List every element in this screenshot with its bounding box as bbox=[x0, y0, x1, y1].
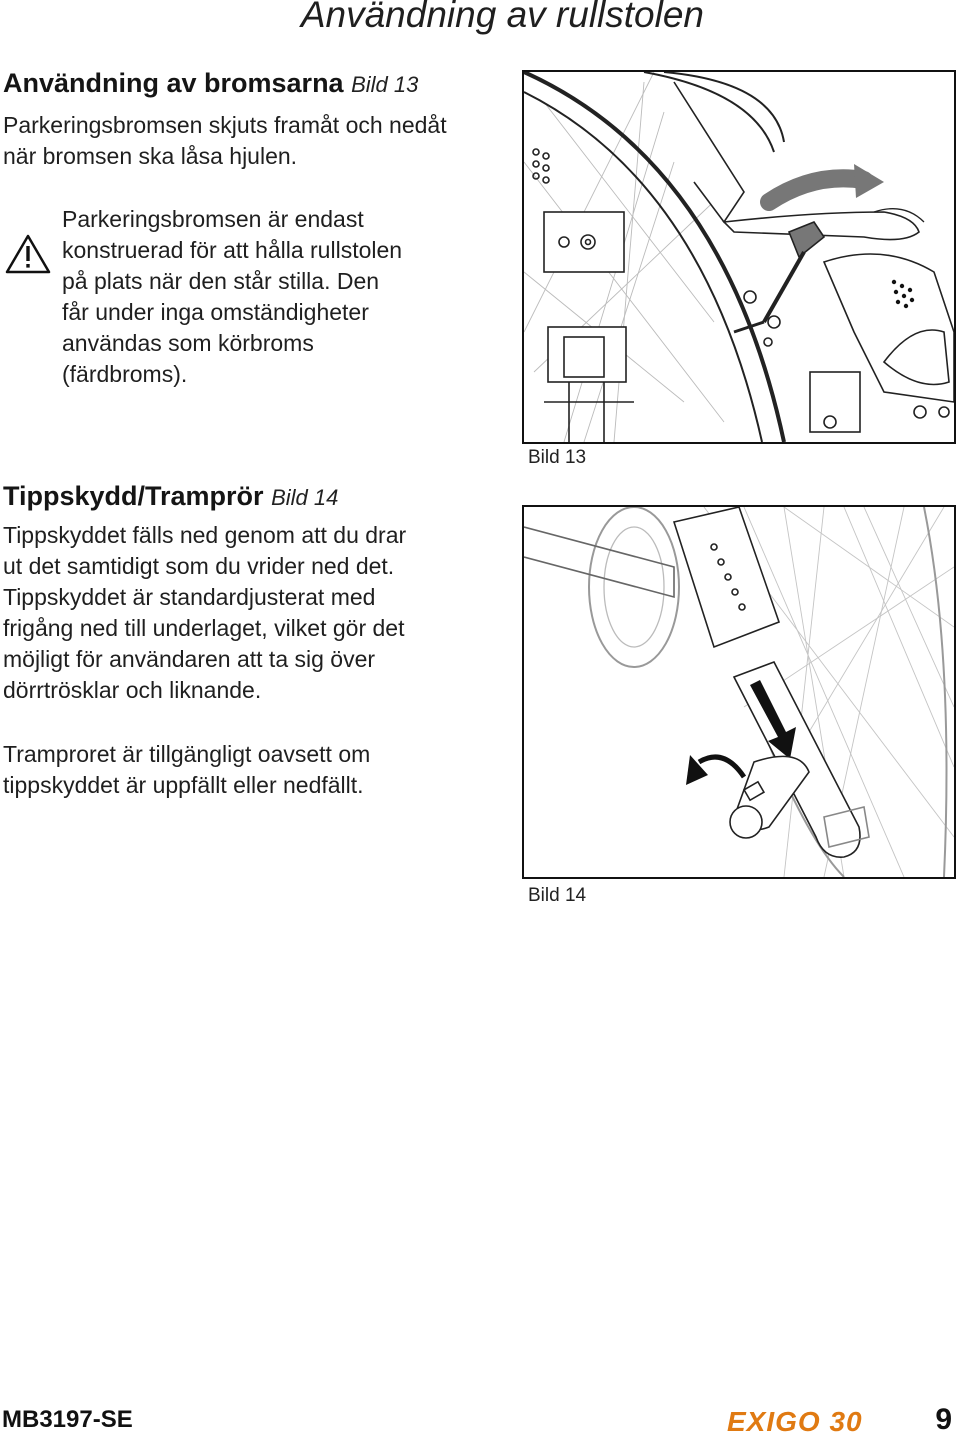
tipper-paragraph-1 bbox=[3, 520, 503, 706]
tipper-heading bbox=[3, 481, 338, 512]
brakes-text: Parkeringsbromsen skjuts framåt och nedåt när bromsen ska låsa hjulen. bbox=[3, 112, 447, 169]
brakes-heading bbox=[3, 68, 418, 99]
warning-line: Parkeringsbromsen är endast bbox=[62, 206, 364, 232]
tipper-line: Tippskyddet är standardjusterat med bbox=[3, 584, 376, 610]
page-header-title: Användning av rullstolen bbox=[300, 0, 704, 35]
warning-line: användas som körbroms bbox=[62, 330, 314, 356]
tipper-paragraph-2 bbox=[3, 739, 503, 801]
footer-page-number: 9 bbox=[935, 1403, 952, 1436]
tipper-line: möjligt för användaren att ta sig över bbox=[3, 646, 376, 672]
warning-line: får under inga omständigheter bbox=[62, 299, 369, 325]
warning-line: (färdbroms). bbox=[62, 361, 188, 387]
figure-14-caption: Bild 14 bbox=[528, 885, 587, 906]
exigo-30-logo bbox=[727, 1406, 903, 1436]
figure-14-illustration bbox=[522, 505, 956, 879]
footer-document-code: MB3197-SE bbox=[2, 1406, 133, 1433]
tipper-line: tippskyddet är uppfällt eller nedfällt. bbox=[3, 772, 364, 798]
logo-brand-text: EXIGO 30 bbox=[727, 1406, 863, 1436]
tipper-line: dörrtrösklar och liknande. bbox=[3, 677, 262, 703]
tipper-heading-text: Tippskydd/Tramprör bbox=[3, 481, 264, 511]
figure-13-illustration bbox=[522, 70, 956, 444]
tipper-line: frigång ned till underlaget, vilket gör det bbox=[3, 615, 405, 641]
tipper-line: Tippskyddet fälls ned genom att du drar bbox=[3, 522, 407, 548]
warning-triangle-icon bbox=[4, 232, 52, 276]
brakes-figure-ref: Bild 13 bbox=[351, 72, 419, 97]
brakes-heading-text: Användning av bromsarna bbox=[3, 68, 344, 98]
tipper-line: ut det samtidigt som du vrider ned det. bbox=[3, 553, 395, 579]
warning-line: konstruerad för att hålla rullstolen bbox=[62, 237, 403, 263]
figure-13-caption: Bild 13 bbox=[528, 447, 587, 468]
warning-line: på plats när den står stilla. Den bbox=[62, 268, 380, 294]
tipper-figure-ref: Bild 14 bbox=[271, 485, 339, 510]
brakes-warning bbox=[62, 204, 502, 390]
tipper-line: Tramproret är tillgängligt oavsett om bbox=[3, 741, 371, 767]
